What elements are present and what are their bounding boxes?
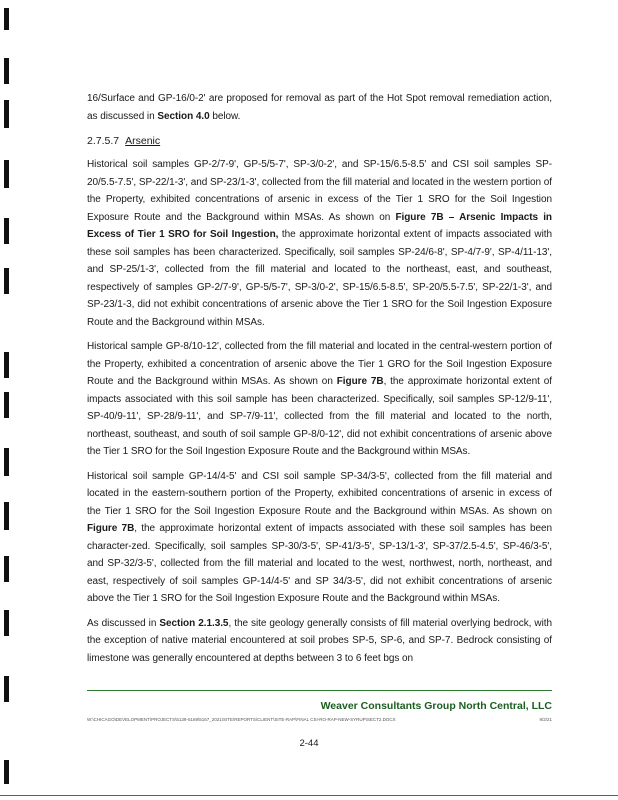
document-body <box>87 90 552 674</box>
binding-mark <box>4 502 9 530</box>
file-path: W:\CHICAGO\DEVELOPMENT\PROJECTS\5139-5169\5167_2021\SITE\REPORTS\CLIENT\SITE-RAP\FINAL CSI-RO-RAP-NEW-SYRUP\SECT2.DOCX <box>87 717 396 722</box>
section-title: Arsenic <box>125 135 161 147</box>
binding-mark <box>4 556 9 582</box>
footer-company: Weaver Consultants Group North Central, LLC <box>320 700 552 712</box>
section-reference: Section 4.0 <box>157 110 210 122</box>
figure-reference: Figure 7B – Arsenic Impacts in Excess of Tier 1 SRO for Soil Ingestion, <box>87 211 552 240</box>
footer-divider <box>87 690 552 691</box>
binding-mark <box>4 160 9 188</box>
binding-mark <box>4 760 9 784</box>
figure-reference: Figure 7B <box>87 523 135 534</box>
binding-mark <box>4 100 9 128</box>
binding-mark <box>4 218 9 244</box>
binding-mark <box>4 268 9 294</box>
file-date: 9/2/21 <box>539 717 552 722</box>
binding-marks <box>4 0 14 800</box>
page-number: 2-44 <box>299 738 319 749</box>
binding-mark <box>4 58 9 84</box>
binding-mark <box>4 392 9 418</box>
figure-reference: Figure 7B <box>336 376 384 387</box>
section-reference: Section 2.1.3.5 <box>159 617 229 629</box>
binding-mark <box>4 448 9 476</box>
bottom-rule <box>0 795 618 796</box>
section-number: 2.7.5.7 <box>87 135 120 147</box>
section-heading <box>87 132 552 150</box>
paragraph: As discussed in Section 2.1.3.5, the site geology generally consists of fill material overlying bedrock, with the exception of native material encountered at soil probes SP-5, SP-6, and SP-7. Bedrock consisting of limestone was generally encountered at depths between 3 to 6 feet bgs on <box>87 617 553 664</box>
binding-mark <box>4 610 9 636</box>
paragraph: Historical sample GP-8/10-12', collected from the fill material and located in the central-western portion of the Property, exhibited a concentration of arsenic above the Tier 1 GRO for the Soil Ingestion Exposure Route and the Background within MSAs. As shown on Figure 7B, the approximate horizontal extent of impacts associated with this soil sample has been characterized. Specifically, soil samples SP-12/9-11', SP-40/9-11', SP-28/9-11', and SP-7/9-11', collected from the fill material and located to the north, northeast, southeast, and south of soil sample GP-8/0-12', did not exhibit concentrations of arsenic above the Tier 1 SRO for the Soil Ingestion Exposure Route and the Background within MSAs. <box>87 341 552 457</box>
footer-file-path <box>87 717 552 722</box>
binding-mark <box>4 352 9 378</box>
paragraph: Historical soil samples GP-2/7-9', GP-5/5-7', SP-3/0-2', and SP-15/6.5-8.5' and CSI soil samples SP-20/5.5-7.5', SP-22/1-3', and SP-23/1-3', collected from the fill material and located in the western portion of the Property, exhibited concentrations of arsenic in excess of the Tier 1 SRO for the Soil Ingestion Exposure Route and the Background within MSAs. As shown on Figure 7B – Arsenic Impacts in Excess of Tier 1 SRO for Soil Ingestion, the approximate horizontal extent of impacts associated with these soil samples has been characterized. Specifically, soil samples SP-24/6-8', SP-4/7-9', SP-4/11-13', and SP-25/1-3', collected from the fill material and located to the northeast, east, and southeast, respectively of samples GP-2/7-9', GP-5/5-7', SP-3/0-2', SP-15/6.5-8.5', SP-20/5.5-7.5', SP-22/1-3', and SP-23/1-3, did not exhibit concentrations of arsenic above the Tier 1 SRO for the Soil Ingestion Exposure Route and the Background within MSAs. <box>87 159 552 328</box>
binding-mark <box>4 8 9 30</box>
paragraph: Historical soil sample GP-14/4-5' and CSI soil sample SP-34/3-5', collected from the fill material and located in the eastern-southern portion of the Property, exhibited concentrations of arsenic in excess of the Tier 1 SRO for the Soil Ingestion Exposure Route and the Background within MSAs. As shown on Figure 7B, the approximate horizontal extent of impacts associated with these soil samples has been character-zed. Specifically, soil samples SP-30/3-5', SP-41/3-5', SP-13/1-3', SP-37/2.5-4.5', SP-46/3-5', and SP-32/3-5', collected from the fill material and located to the west, northwest, north, northeast, and east, respectively of soil samples GP-14/4-5' and SP 34/3-5', did not exhibit concentrations of arsenic above the Tier 1 SRO for the Soil Ingestion Exposure Route and the Background within MSAs. <box>87 470 553 604</box>
paragraph: 16/Surface and GP-16/0-2' are proposed for removal as part of the Hot Spot removal remediation action, as discussed in Section 4.0 below. <box>87 93 552 122</box>
binding-mark <box>4 676 9 702</box>
